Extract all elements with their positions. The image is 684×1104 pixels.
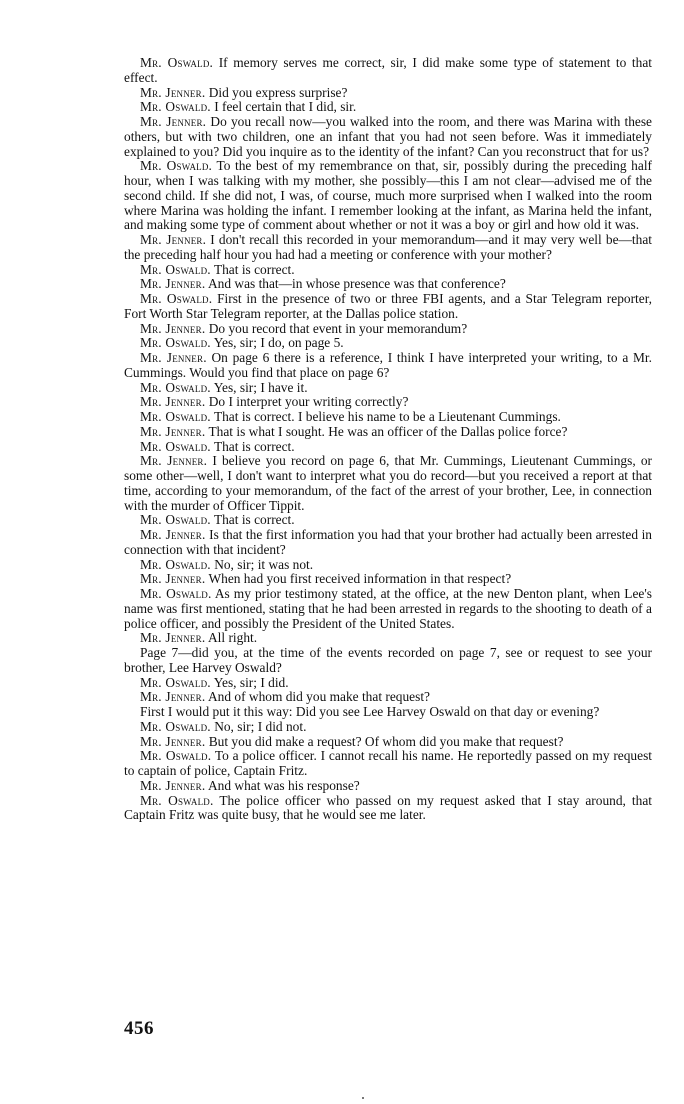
testimony-paragraph [124,322,652,337]
speaker-label: Mr. Jenner. [140,114,207,129]
speaker-label: Mr. Jenner. [140,571,206,587]
speaker-label: Mr. Oswald. [140,55,214,70]
paragraph-text: Is that the first information you had that your brother had actually been arrested in connection with that incident? [124,527,652,557]
page-number: 456 [124,1018,154,1039]
speaker-label: Mr. Oswald. [140,556,211,572]
paragraph-text: Yes, sir; I have it. [213,379,308,395]
speaker-label: Mr. Oswald. [140,379,211,395]
paragraph-text: Do you record that event in your memorandum? [208,320,468,336]
testimony-paragraph [124,646,652,676]
paragraph-text: Did you express surprise? [208,84,348,100]
testimony-paragraph [124,720,652,735]
speaker-label: Mr. Oswald. [140,335,211,351]
paragraph-text: Yes, sir; I did. [213,674,289,690]
paragraph-text: Page 7—did you, at the time of the events recorded on page 7, see or request to see your brother, Lee Harvey Oswald? [124,645,652,675]
paragraph-text: That is correct. [213,512,295,528]
testimony-paragraph [124,159,652,233]
paragraph-text: If memory serves me correct, sir, I did make some type of statement to that effect. [124,55,652,85]
speaker-label: Mr. Oswald. [140,158,213,174]
paragraph-text: First I would put it this way: Did you see Lee Harvey Oswald on that day or evening? [140,704,600,719]
testimony-paragraph [124,410,652,425]
speaker-label: Mr. Jenner. [140,320,206,336]
testimony-paragraph [124,794,652,824]
testimony-paragraph [124,513,652,528]
paragraph-text: But you did make a request? Of whom did you make that request? [208,733,564,749]
testimony-paragraph [124,292,652,322]
speaker-label: Mr. Jenner. [140,777,206,793]
testimony-paragraph [124,100,652,115]
speaker-label: Mr. Jenner. [140,232,207,247]
paragraph-text: First in the presence of two or three FBI agents, and a Star Telegram reporter, Fort Worth Star Telegram reporter, at the Dallas police station. [124,291,652,321]
testimony-paragraph [124,425,652,440]
paragraph-text: All right. [207,630,258,646]
speaker-label: Mr. Oswald. [140,291,213,306]
speaker-label: Mr. Jenner. [140,733,206,749]
testimony-paragraph [124,56,652,86]
testimony-paragraph [124,440,652,455]
scan-speck [362,1097,364,1099]
paragraph-text: And what was his response? [207,777,360,793]
speaker-label: Mr. Oswald. [140,99,211,115]
paragraph-text: On page 6 there is a reference, I think I have interpreted your writing, to a Mr. Cummings. Would you find that place on page 6? [124,350,652,380]
paragraph-text: Yes, sir; I do, on page 5. [213,335,344,351]
testimony-paragraph [124,749,652,779]
testimony-text [124,56,652,823]
speaker-label: Mr. Oswald. [140,512,211,528]
speaker-label: Mr. Oswald. [140,674,211,690]
paragraph-text: And of whom did you make that request? [207,689,430,705]
speaker-label: Mr. Oswald. [140,718,211,734]
paragraph-text: No, sir; it was not. [214,556,314,572]
speaker-label: Mr. Oswald. [140,438,211,454]
paragraph-text: That is correct. [213,261,295,277]
testimony-paragraph [124,705,652,720]
paragraph-text: I feel certain that I did, sir. [214,99,357,115]
paragraph-text: As my prior testimony stated, at the office, at the new Denton plant, when Lee's name was first mentioned, stating that he had been arrested in regards to the shooting to death of a police officer, and possibly the President of the United States. [124,586,652,631]
paragraph-text: When had you first received information in that respect? [208,571,512,587]
speaker-label: Mr. Jenner. [140,630,206,646]
testimony-paragraph [124,351,652,381]
speaker-label: Mr. Jenner. [140,423,206,439]
testimony-paragraph [124,631,652,646]
speaker-label: Mr. Jenner. [140,394,206,410]
speaker-label: Mr. Oswald. [140,792,214,808]
paragraph-text: To a police officer. I cannot recall his name. He reportedly passed on my request to captain of police, Captain Fritz. [124,748,652,778]
paragraph-text: And was that—in whose presence was that conference? [207,276,506,292]
speaker-label: Mr. Oswald. [140,409,211,424]
speaker-label: Mr. Jenner. [140,276,206,292]
testimony-paragraph [124,558,652,573]
paragraph-text: I believe you record on page 6, that Mr. Cummings, Lieutenant Cummings, or some other—well, I don't want to interpret what you do record—but you received a report at that time, according to your memorandum, of the fact of the arrest of your brother, Lee, in connection with the murder of Officer Tippit. [124,453,652,513]
speaker-label: Mr. Jenner. [140,689,206,705]
testimony-paragraph [124,233,652,263]
testimony-paragraph [124,735,652,750]
speaker-label: Mr. Jenner. [140,350,207,365]
testimony-paragraph [124,115,652,159]
speaker-label: Mr. Oswald. [140,748,212,764]
testimony-paragraph [124,454,652,513]
testimony-paragraph [124,528,652,558]
testimony-paragraph [124,395,652,410]
paragraph-text: To the best of my remembrance on that, sir, possibly during the preceding half hour, when I was talking with my mother, she possibly—this I am not clear—advised me of the second child. If she did not, I was, of course, much more surprised when I walked into the room where Marina was holding the infant. I remember looking at the infant, as Marina held the infant, and making some type of comment about whether or not it was a boy or girl and how old it was. [124,158,652,233]
speaker-label: Mr. Jenner. [140,453,208,469]
testimony-paragraph [124,690,652,705]
testimony-paragraph [124,572,652,587]
paragraph-text: The police officer who passed on my request asked that I stay around, that Captain Fritz was quite busy, that he would see me later. [124,792,653,823]
testimony-paragraph [124,263,652,278]
paragraph-text: That is what I sought. He was an officer of the Dallas police force? [208,423,568,439]
testimony-paragraph [124,336,652,351]
testimony-paragraph [124,676,652,691]
paragraph-text: No, sir; I did not. [214,718,307,734]
testimony-paragraph [124,86,652,101]
paragraph-text: That is correct. [213,438,295,454]
testimony-paragraph [124,587,652,631]
testimony-paragraph [124,277,652,292]
speaker-label: Mr. Oswald. [140,261,211,277]
testimony-paragraph [124,381,652,396]
paragraph-text: Do you recall now—you walked into the room, and there was Marina with these others, but with two children, one an infant that you had not seen before. Was it immediately explained to you? Did you inquire as to the identity of the infant? Can you reconstruct that for us? [124,114,652,159]
speaker-label: Mr. Oswald. [140,586,212,601]
speaker-label: Mr. Jenner. [140,527,206,542]
paragraph-text: That is correct. I believe his name to be a Lieutenant Cummings. [213,409,561,424]
paragraph-text: Do I interpret your writing correctly? [208,394,409,410]
speaker-label: Mr. Jenner. [140,84,206,100]
testimony-paragraph [124,779,652,794]
paragraph-text: I don't recall this recorded in your memorandum—and it may very well be—that the preceding half hour you had had a meeting or conference with your mother? [124,232,652,262]
